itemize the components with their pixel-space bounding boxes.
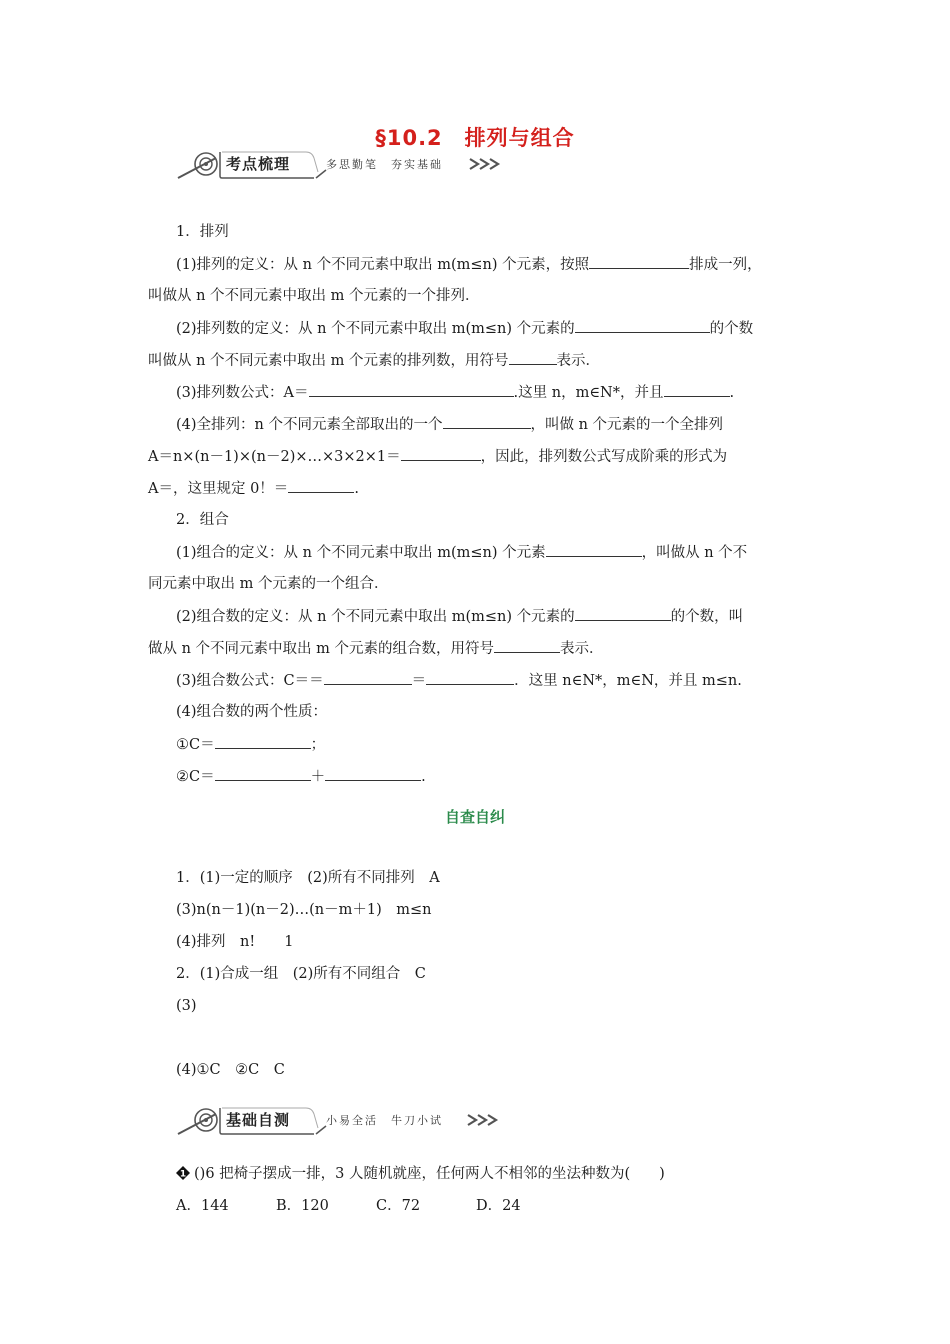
double-chevron-icon: [466, 1113, 506, 1127]
sec1-p2-line1: (2)排列数的定义：从 n 个不同元素中取出 m(m≤n) 个元素的 的个数: [176, 318, 836, 339]
answer-line: (3)n(n－1)(n－2)…(n－m＋1) m≤n: [176, 902, 432, 918]
banner-subtitle: 小易全活 牛刀小试: [326, 1114, 443, 1127]
answer-blank[interactable]: [309, 382, 514, 397]
answer-blank[interactable]: [401, 446, 481, 461]
answer-blank[interactable]: [546, 542, 642, 557]
sec1-p1-line1: (1)排列的定义：从 n 个不同元素中取出 m(m≤n) 个元素，按照 排成一列，: [176, 254, 836, 275]
question-options: [176, 1196, 836, 1216]
sec2-heading: 2．组合: [176, 512, 229, 528]
sec2-p1-line2: 同元素中取出 m 个元素的一个组合．: [148, 576, 389, 592]
self-check-heading: 自查自纠: [444, 808, 505, 826]
sec1-p4-line1: (4)全排列：n 个不同元素全部取出的一个 ，叫做 n 个元素的一个全排列: [176, 414, 836, 435]
answer-line: (4)①C ②C C: [176, 1062, 285, 1078]
sec1-p4-line3: A＝，这里规定 0！＝ .: [148, 478, 808, 499]
answer-blank[interactable]: [494, 638, 560, 653]
page-title: §10.2 排列与组合: [375, 126, 575, 150]
banner-label: 考点梳理: [226, 155, 291, 173]
question-1: [176, 1164, 836, 1184]
answer-blank[interactable]: [215, 766, 311, 781]
answer-blank[interactable]: [426, 670, 514, 685]
answer-blank[interactable]: [325, 766, 421, 781]
option-c[interactable]: C．72: [376, 1198, 421, 1214]
answer-blank[interactable]: [509, 350, 557, 365]
answer-blank[interactable]: [215, 734, 311, 749]
answer-line: 2．(1)合成一组 (2)所有不同组合 C: [176, 966, 426, 982]
sec2-p2-line1: (2)组合数的定义：从 n 个不同元素中取出 m(m≤n) 个元素的 的个数，叫: [176, 606, 836, 627]
answer-blank[interactable]: [443, 414, 531, 429]
answer-blank[interactable]: [575, 318, 710, 333]
sec2-p1-line1: (1)组合的定义：从 n 个不同元素中取出 m(m≤n) 个元素 ，叫做从 n 个不: [176, 542, 836, 563]
answer-blank[interactable]: [664, 382, 730, 397]
section-banner-kaodian: [176, 148, 516, 184]
sec2-p4: (4)组合数的两个性质：: [176, 704, 328, 720]
sec1-p3: (3)排列数公式：A＝ .这里 n，m∈N*，并且 .: [176, 382, 836, 403]
answer-blank[interactable]: [324, 670, 412, 685]
sec1-p4-line2: A＝n×(n－1)×(n－2)×…×3×2×1＝ ，因此，排列数公式写成阶乘的形式为: [148, 446, 808, 467]
question-number-1-icon: [176, 1166, 190, 1180]
question-text: ()6 把椅子摆成一排，3 人随机就座，任何两人不相邻的坐法种数为( ): [194, 1166, 665, 1182]
answer-blank[interactable]: [288, 478, 354, 493]
sec2-p2-line2: 做从 n 个不同元素中取出 m 个元素的组合数，用符号 表示．: [148, 638, 808, 659]
answer-line: (4)排列 n! 1: [176, 934, 294, 950]
sec2-p6: ②C＝ ＋ .: [176, 766, 836, 787]
section-banner-jichu: [176, 1104, 516, 1140]
answer-blank[interactable]: [575, 606, 671, 621]
svg-text:1: 1: [179, 1169, 187, 1180]
sec1-p1-line2: 叫做从 n 个不同元素中取出 m 个元素的一个排列．: [148, 288, 480, 304]
sec1-p2-line2: 叫做从 n 个不同元素中取出 m 个元素的排列数，用符号 表示．: [148, 350, 808, 371]
sec1-heading: 1．排列: [176, 224, 229, 240]
option-b[interactable]: B．120: [276, 1198, 329, 1214]
banner-subtitle: 多思勤笔 夯实基础: [326, 158, 443, 171]
answer-line: 1．(1)一定的顺序 (2)所有不同排列 A: [176, 870, 440, 886]
answer-line: (3): [176, 998, 197, 1014]
banner-label: 基础自测: [226, 1111, 291, 1129]
sec2-p3: (3)组合数公式：C＝＝ ＝ ．这里 n∈N*，m∈N，并且 m≤n.: [176, 670, 836, 691]
double-chevron-icon: [468, 157, 508, 171]
answer-blank[interactable]: [589, 254, 689, 269]
option-a[interactable]: A．144: [176, 1198, 229, 1214]
option-d[interactable]: D．24: [476, 1198, 521, 1214]
sec2-p5: ①C＝ ；: [176, 734, 836, 755]
